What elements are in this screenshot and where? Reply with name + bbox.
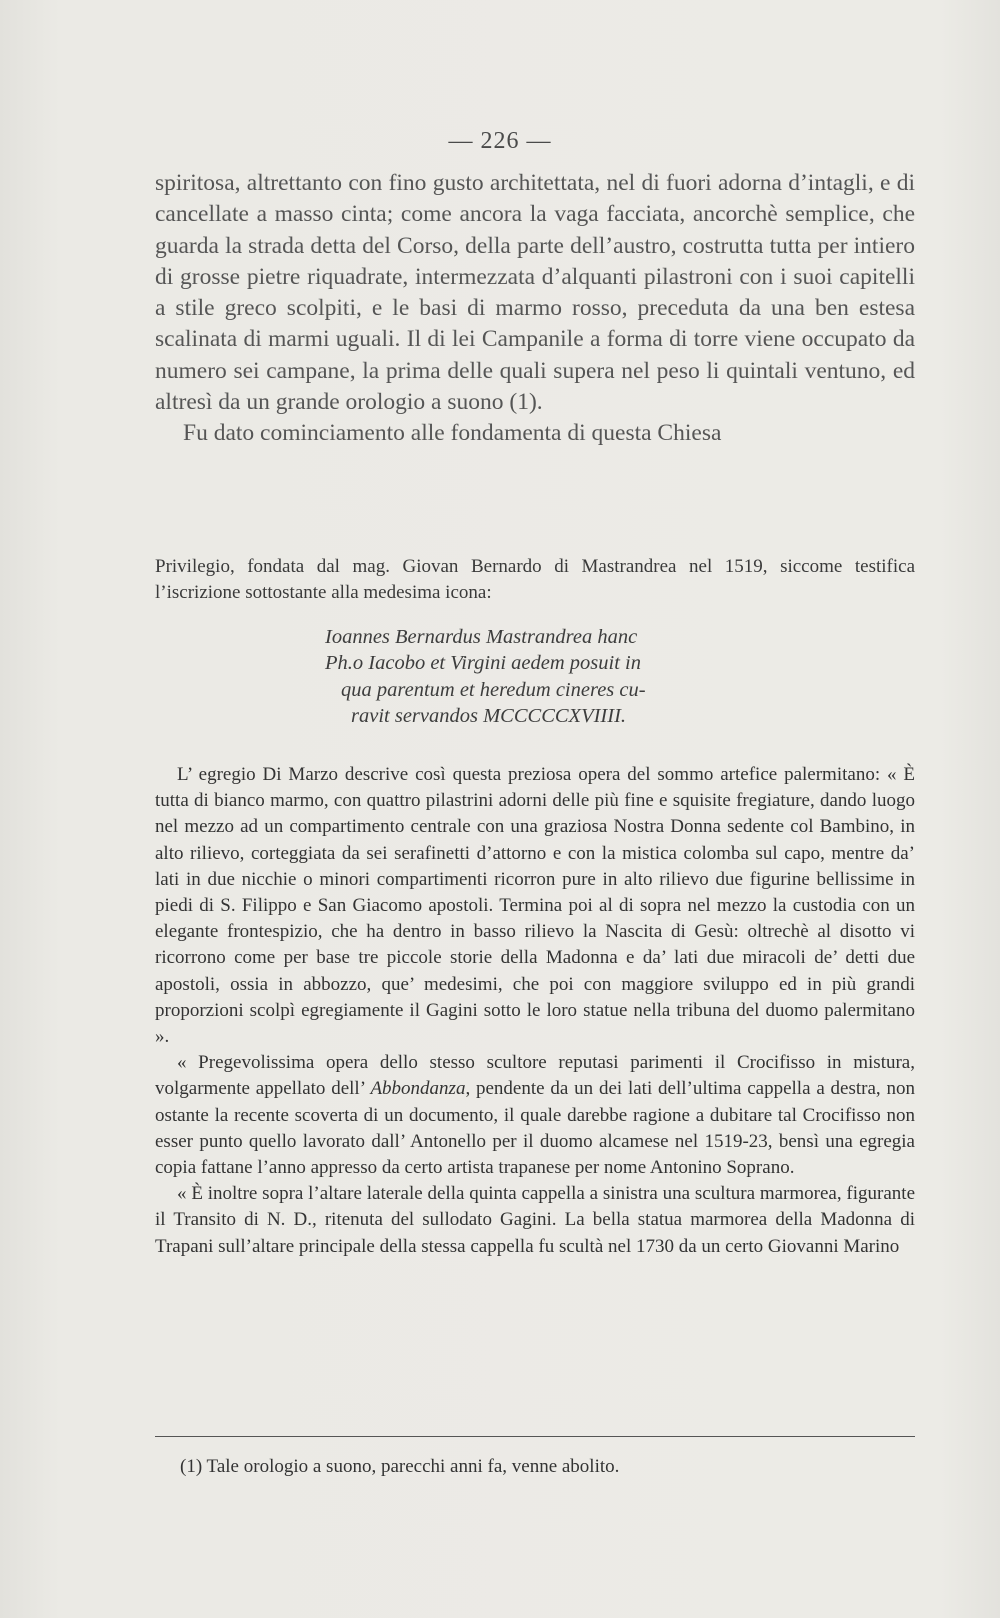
inscription-line: ravit servandos MCCCCCXVIIII. [351,705,627,728]
inscription-line: qua parentum et heredum cineres cu- [341,678,646,701]
quote-intro-text: Privilegio, fondata dal mag. Giovan Bernardo di Mastrandrea nel 1519, siccome testifica l’iscrizione sottostante alla medesima icona: [155,556,915,603]
main-paragraph: Fu dato cominciamento alle fondamenta di questa Chiesa [183,420,722,447]
quoted-paragraph: « È inoltre sopra l’altare laterale della quinta cappella a sinistra una scultura marmorea, figurante il Transito di N. D., ritenuta del sullodato Gagini. La bella statua marmorea della Madonna di Trapani sull’altare principale della stessa cappella fu scultà nel 1730 da un certo Giovanni Marino [155,1183,915,1257]
inscription-line: Ioannes Bernardus Mastrandrea hanc [325,626,638,648]
inscription-line: Ph.o Iacobo et Virgini aedem posuit in [325,652,641,675]
quoted-text-span: , pendente da un dei lati dell’ultima cappella a destra, non ostante la recente scoverta di un documento, il quale darebbe ragione a dubitare tal Crocifisso non esser punto quello lavorato dall’ Antonello per il duomo alcamese nel 1519-23, bensì una egregia copia fattane l’anno appresso da certo artista trapanese per nome Antonino Soprano. [155,1078,915,1179]
quoted-italic-term: Abbondanza [370,1078,466,1100]
main-paragraph: spiritosa, altrettanto con fino gusto architettata, nel di fuori adorna d’intagli, e di cancellate a masso cinta; come ancora la vaga facciata, ancorchè semplice, che guarda la strada detta del Corso, della parte dell’austro, costrutta tutta per intiero di grosse pietre riquadrate, intermezzata d’alquanti pilastroni con i suoi capitelli a stile greco scolpiti, e le basi di marmo rosso, preceduta da una ben estesa scalinata di marmi uguali. Il di lei Campanile a forma di torre viene occupato da numero sei campane, la prima delle quali supera nel peso li quintali ventuno, ed altresì da un grande orologio a suono (1). [155,170,915,416]
main-text [155,168,915,450]
page-number: — 226 — [448,128,552,154]
footnote: (1) Tale orologio a suono, parecchi anni fa, venne abolito. [180,1456,620,1477]
footnote-divider [155,1436,915,1437]
latin-inscription [325,624,795,730]
quoted-paragraph [155,1050,915,1181]
quoted-text [155,762,915,1260]
quoted-text-span: « Pregevolissima opera dello stesso scultore reputasi parimenti il Crocifisso in mistura, volgarmente appellato dell’ [155,1052,915,1100]
quoted-paragraph: L’ egregio Di Marzo descrive così questa preziosa opera del sommo artefice palermitano: « È tutta di bianco marmo, con quattro pilastrini adorni delle più fine e squisite fregiature, dando luogo nel mezzo ad un compartimento centrale con una graziosa Nostra Donna sedente col Bambino, in alto rilievo, corteggiata da sei serafinetti d’attorno e con la mistica colomba sul capo, mentre da’ lati in due nicchie o minori compartimenti ricorron pure in alto rilievo due figurine bellissime in piedi di S. Filippo e San Giacomo apostoli. Termina poi al di sopra nel mezzo la custodia con un elegante frontespizio, che ha dentro in basso rilievo la Nascita di Gesù: oltrechè al disotto vi ricorrono come per base tre piccole storie della Madonna e da’ lati due miracoli de’ detti due apostoli, ossia in abbozzo, que’ medesimi, che poi con maggiore sviluppo ed in più grandi proporzioni scolpì egregiamente il Gagini sotto le loro statue nella tribuna del duomo palermitano ». [155,764,915,1048]
quote-intro [155,554,915,605]
